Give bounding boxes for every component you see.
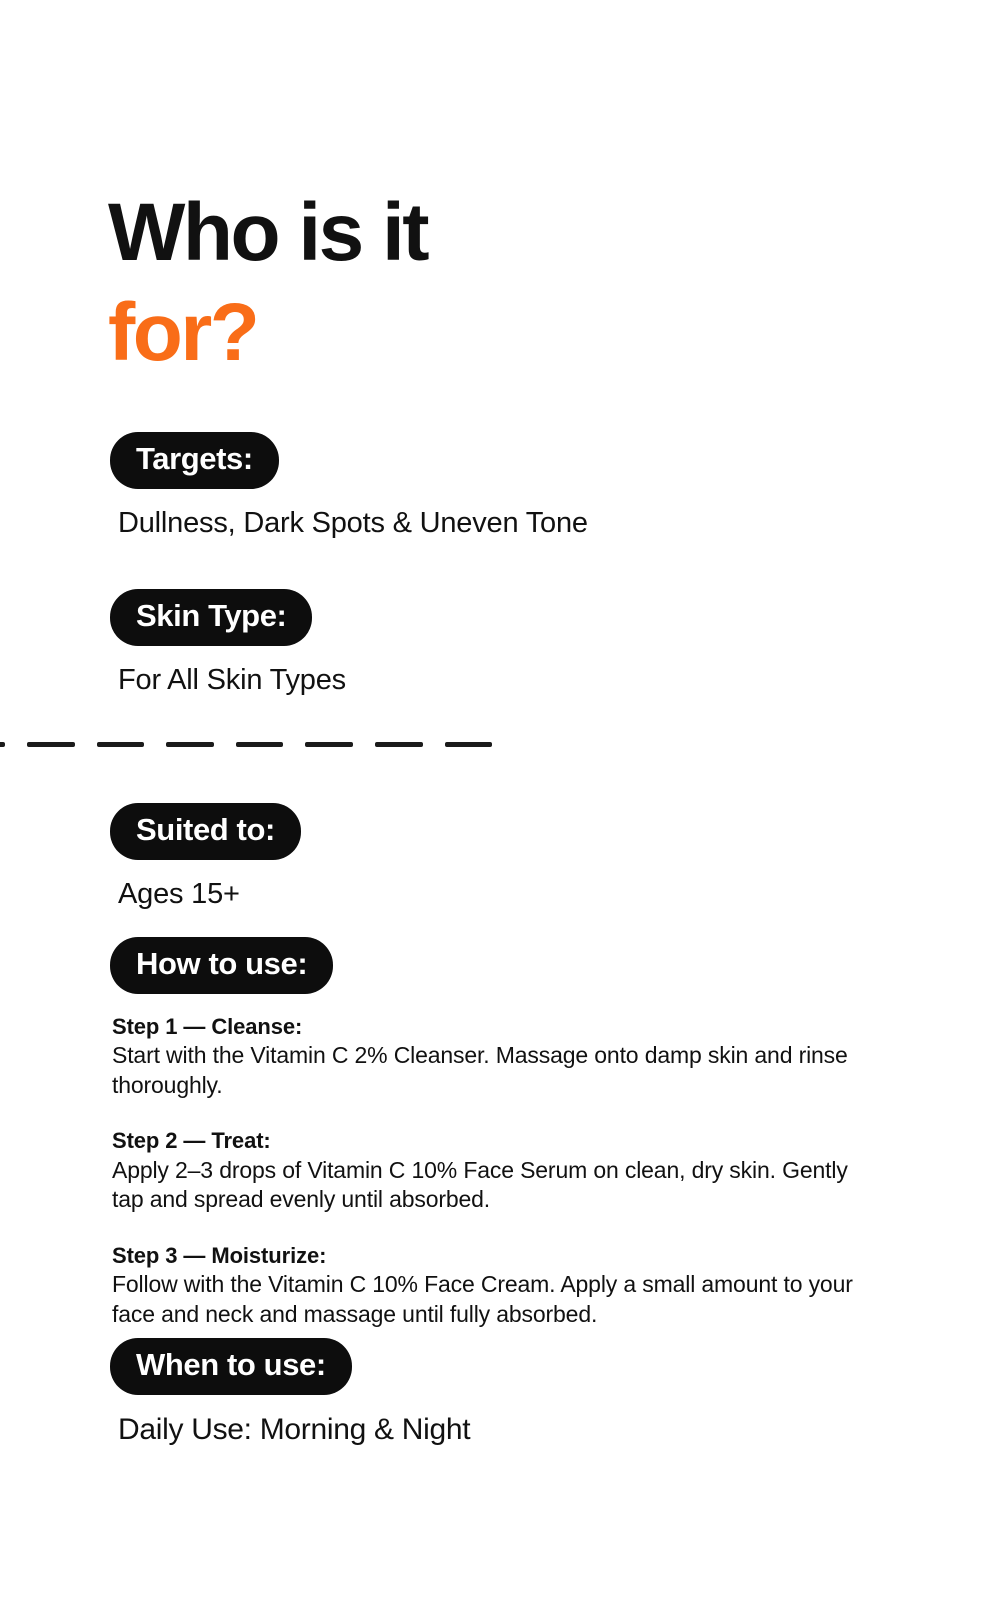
divider-dash [375,742,423,747]
step-description: Apply 2–3 drops of Vitamin C 10% Face Serum on clean, dry skin. Gently tap and spread evenly until absorbed. [112,1156,848,1213]
page-title-line-2: for? [108,286,258,378]
how-to-use-pill-label: How to use: [110,937,333,994]
targets-value: Dullness, Dark Spots & Uneven Tone [118,506,588,539]
skin-type-value: For All Skin Types [118,663,346,696]
how-to-use-steps [110,1012,872,1330]
section-how-to-use [110,937,872,1329]
divider-dash [27,742,75,747]
divider-dash [445,742,493,747]
page-title [108,183,427,383]
section-targets [110,432,588,542]
divider-dash [0,742,5,747]
when-to-use-value: Daily Use: Morning & Night [118,1412,471,1446]
divider-dash [236,742,284,747]
step-title: Step 2 — Treat: [112,1128,271,1154]
step-item [112,1012,872,1101]
step-item [112,1241,872,1330]
step-title: Step 1 — Cleanse: [112,1013,303,1039]
divider-dash [97,742,145,747]
skin-type-pill-label: Skin Type: [110,589,312,646]
when-to-use-pill-label: When to use: [110,1338,352,1395]
suited-to-pill-label: Suited to: [110,803,301,860]
page-title-line-1: Who is it [108,186,428,278]
divider-dash [305,742,353,747]
step-description: Follow with the Vitamin C 10% Face Cream. Apply a small amount to your face and neck and massage until fully absorbed. [112,1271,853,1327]
targets-pill-label: Targets: [110,432,279,489]
step-description: Start with the Vitamin C 2% Cleanser. Massage onto damp skin and rinse thoroughly. [112,1042,848,1098]
step-title: Step 3 — Moisturize: [112,1242,327,1268]
section-suited-to [110,803,301,913]
divider-dash [166,742,214,747]
step-item [112,1126,872,1215]
suited-to-value: Ages 15+ [118,877,240,910]
section-when-to-use [110,1338,470,1447]
dashed-divider [0,742,514,747]
section-skin-type [110,589,346,699]
